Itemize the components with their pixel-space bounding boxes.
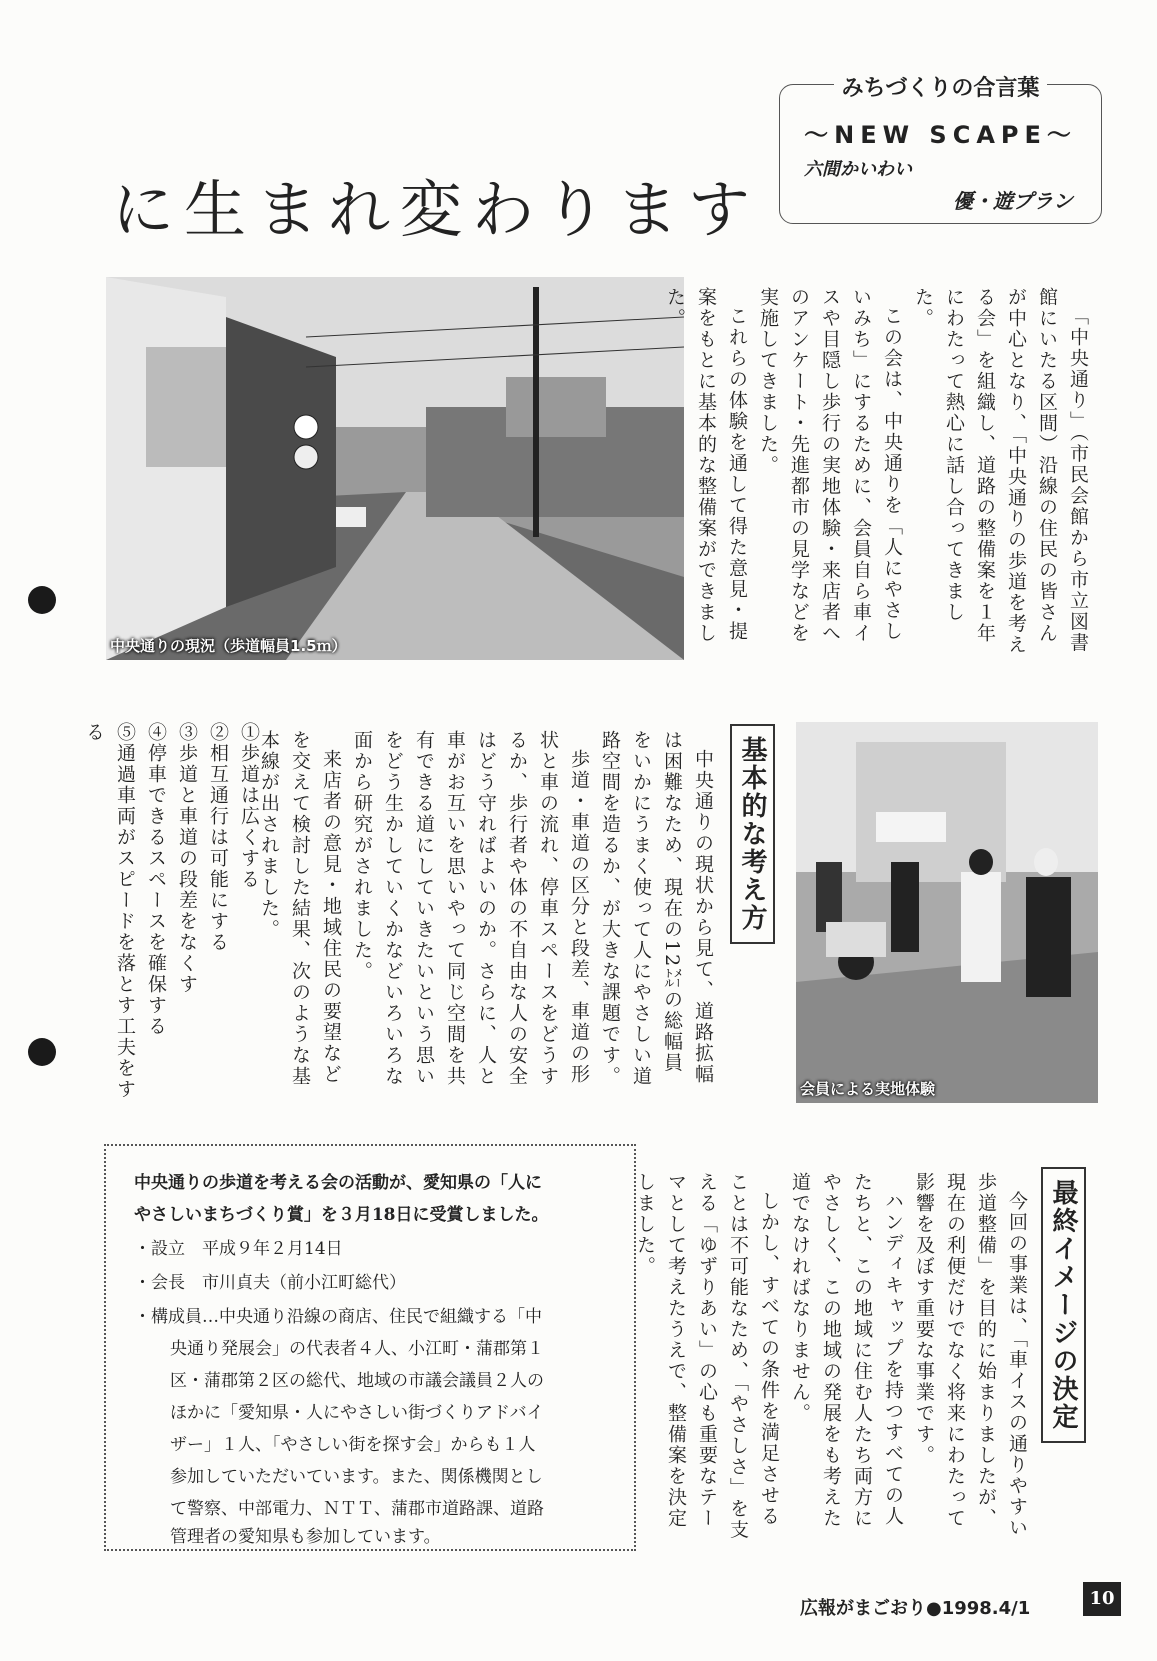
basic-point-3: ③歩道と車道の段差をなくす (176, 722, 198, 995)
final-heading: 最終イメージの決定 (1041, 1167, 1086, 1443)
notice-lead-2: やさしいまちづくり賞」を３月18日に受賞しました。 (134, 1205, 549, 1225)
publication-footer: 広報がまごおり●1998.4/1 (800, 1598, 1031, 1619)
final-text (634, 1172, 1032, 1547)
notice-members-7: て警察、中部電力、ＮＴＴ、蒲郡市道路課、道路 (170, 1499, 544, 1519)
intro-paragraph-3: これらの体験を通して得た意見・提案をもとに基本的な整備案ができました。 (664, 287, 748, 644)
notice-members-1: ・構成員…中央通り沿線の商店、住民で組織する「中 (134, 1307, 542, 1327)
series-area-name: 六間かいわい (804, 159, 912, 180)
series-plan-name: 優・遊プラン (953, 189, 1073, 213)
street-photo-caption: 中央通りの現況（歩道幅員1.5ｍ） (110, 637, 347, 655)
photo-street (106, 277, 684, 660)
final-paragraph-3: しかし、すべての条件を満足させることは不可能なため、「やさしさ」を支える「ゆずりあい」の心も重要なテーマとして考えたうえで、整備案を決定しました。 (634, 1172, 780, 1541)
basic-heading: 基本的な考え方 (730, 724, 775, 944)
page-number: 10 (1083, 1582, 1121, 1616)
field-test-photo-caption: 会員による実地体験 (800, 1080, 936, 1098)
punch-hole-top (28, 586, 56, 614)
notice-lead-1: 中央通りの歩道を考える会の活動が、愛知県の「人に (134, 1173, 542, 1193)
basic-points (83, 722, 264, 1107)
street-photo-image (106, 277, 684, 660)
notice-members-4: ほかに「愛知県・人にやさしい街づくりアドバイ (170, 1403, 544, 1423)
final-paragraph-1: 今回の事業は、「車イスの通りやすい歩道整備」を目的に始まりましたが、現在の利便だけでなく将来にわたって影響を及ぼす重要な事業です。 (913, 1172, 1028, 1539)
notice-members-6: 参加していただいています。また、関係機関とし (170, 1467, 543, 1487)
photo-field-test (796, 722, 1098, 1103)
basic-point-5: ⑤通過車両がスピードを落とす工夫をする (83, 722, 136, 1100)
basic-text (258, 730, 718, 1090)
series-title: みちづくりの合言葉 (780, 71, 1101, 102)
basic-paragraph-2: 歩道・車道の区分と段差、車道の形状と車の流れ、停車スペースをどうするか、歩行者や体の不自由な人の安全はどう守ればよいのか。さらに、人と車がお互いを思いやって同じ空間を共有できる道にしていきたいという思いをどう生かしていくかなどいろいろな面から研究がされました。 (351, 730, 590, 1087)
field-test-photo-image (796, 722, 1098, 1103)
notice-members-5: ザー」１人、「やさしい街を探す会」からも１人 (170, 1435, 536, 1455)
notice-established: ・設立 平成９年２月14日 (134, 1239, 343, 1259)
basic-point-4: ④停車できるスペースを確保する (145, 722, 167, 1037)
intro-paragraph-1: 「中央通り」（市民会館から市立図書館にいたる区間）沿線の住民の皆さんが中心となり、「中央通りの歩道を考える会」を組織し、道路の整備案を１年にわたって熱心に話し合ってきました。 (912, 287, 1089, 656)
notice-members-8: 管理者の愛知県も参加しています。 (170, 1527, 441, 1547)
final-paragraph-2: ハンディキャップを持つすべての人たちと、この地域に住む人たち両方にやさしく、この地域の発展をも考えた道でなければなりません。 (789, 1172, 904, 1529)
intro-paragraph-2: この会は、中央通りを「人にやさしいみち」にするために、会員自ら車イスや目隠し歩行の実地体験・来店者へのアンケート・先進都市の見学などを実施してきました。 (757, 287, 903, 644)
headline: に生まれ変わります (112, 173, 761, 246)
series-subtitle: 〜NEW SCAPE〜 (804, 121, 1077, 149)
award-notice-box (104, 1144, 636, 1551)
basic-paragraph-1: 中央通りの現状から見て、道路拡幅は困難なため、現在の12㍍の総幅員をいかにうまく使って人にやさしい道路空間を造るか、が大きな課題です。 (599, 730, 714, 1087)
punch-hole-bottom (28, 1038, 56, 1066)
basic-point-2: ②相互通行は可能にする (207, 722, 229, 953)
notice-members-2: 央通り発展会」の代表者４人、小江町・蒲郡第１ (170, 1339, 544, 1359)
series-box (779, 76, 1102, 224)
notice-members-3: 区・蒲郡第２区の総代、地域の市議会議員２人の (170, 1371, 544, 1391)
basic-point-1: ①歩道は広くする (238, 722, 260, 890)
intro-text (664, 287, 1093, 659)
notice-chair: ・会長 市川貞夫（前小江町総代） (134, 1273, 406, 1293)
basic-paragraph-3: 来店者の意見・地域住民の要望などを交えて検討した結果、次のような基本線が出されました。 (258, 730, 342, 1087)
